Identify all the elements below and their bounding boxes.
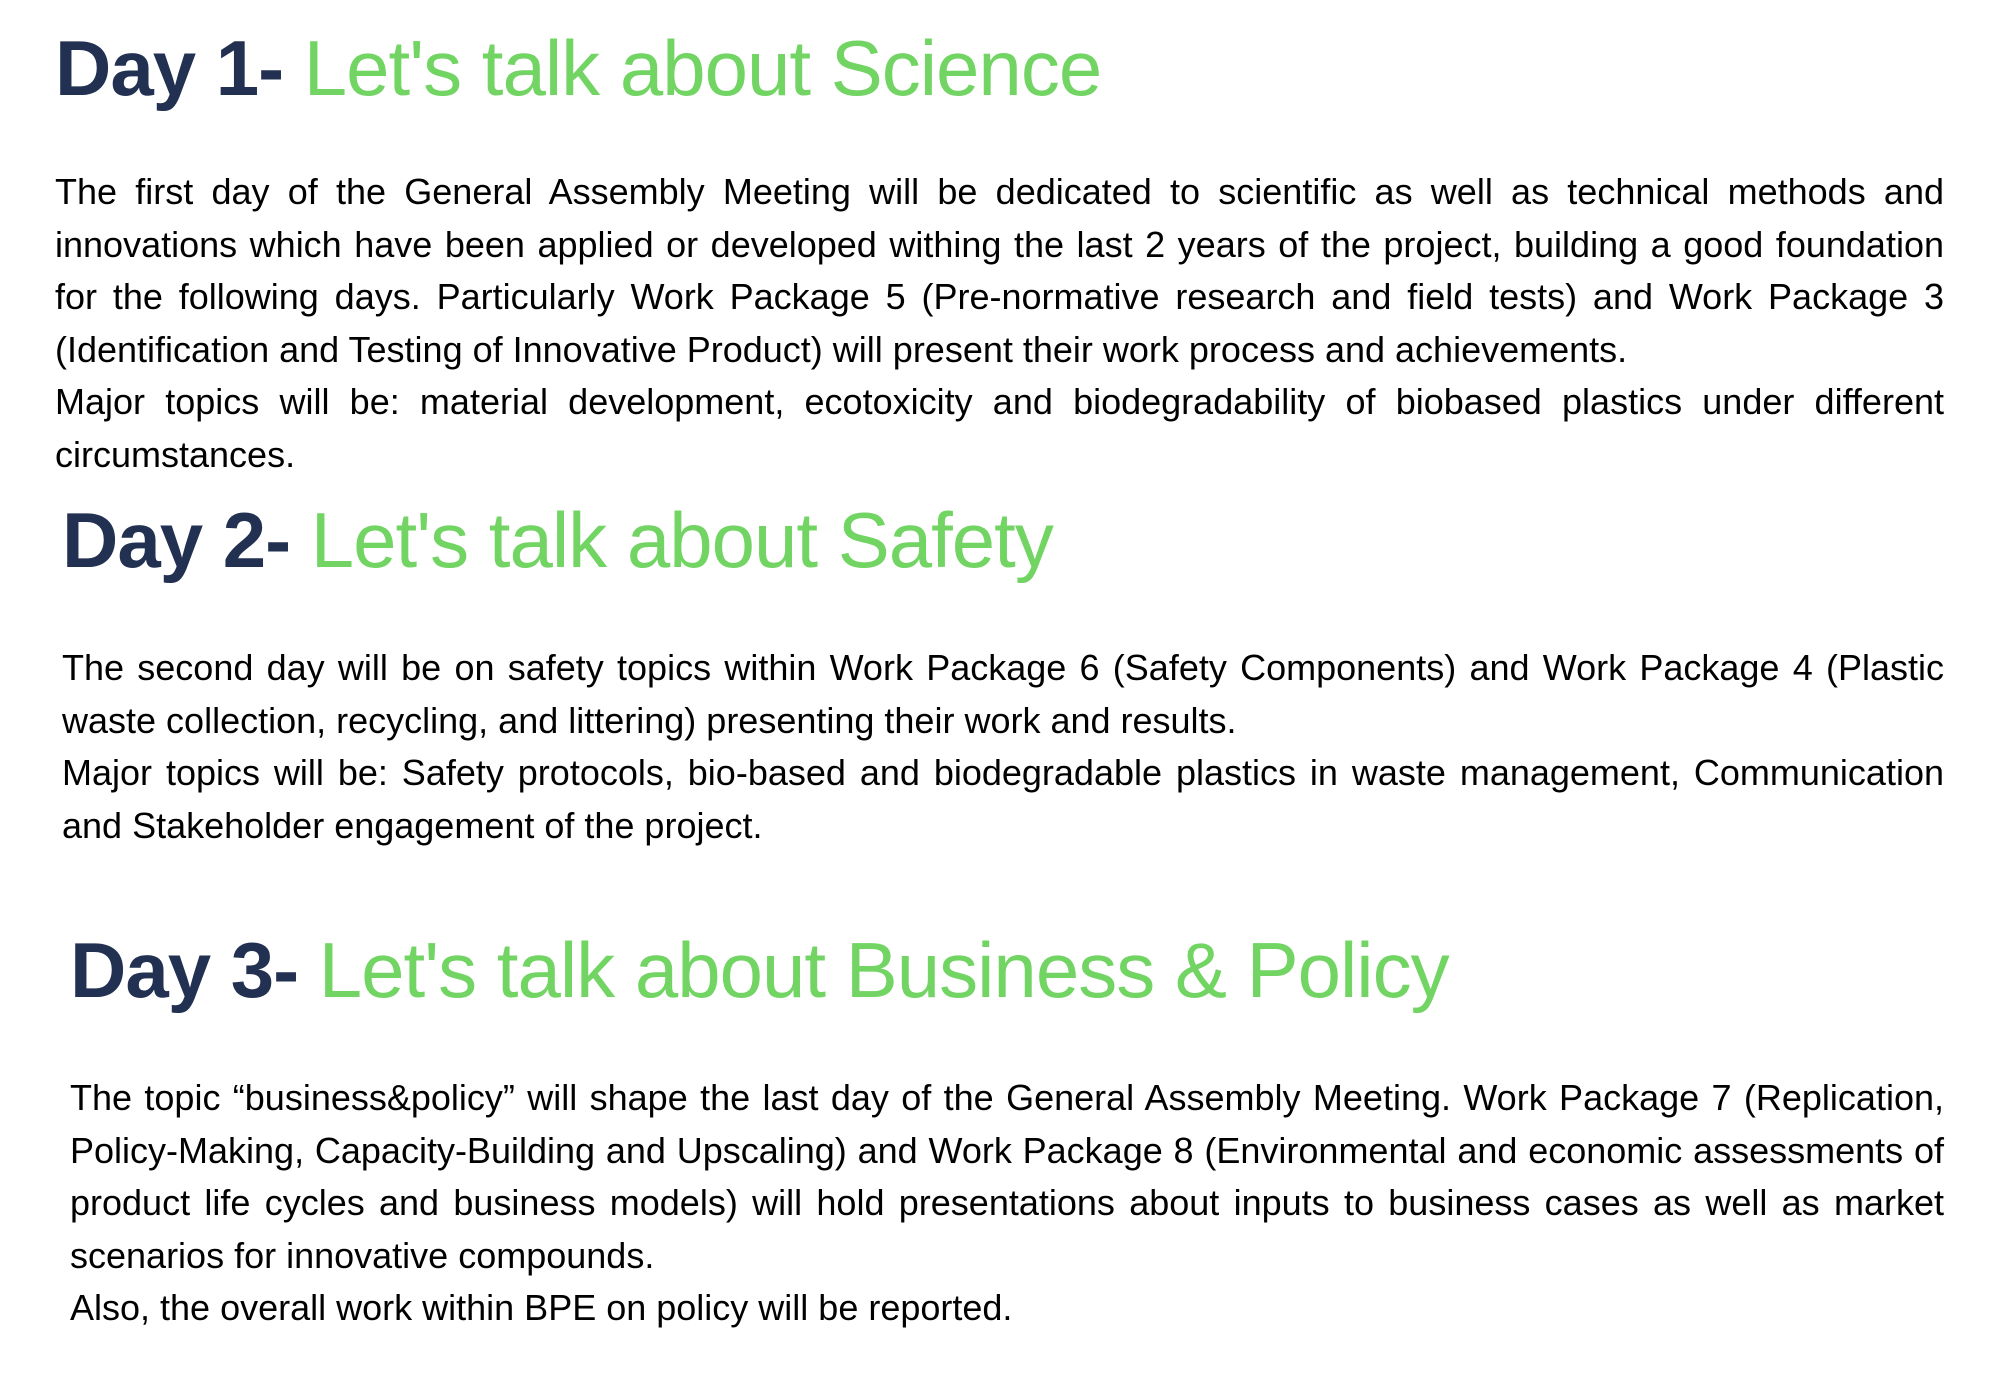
day-2-paragraph-2: Major topics will be: Safety protocols, bio-based and biodegradable plastics in waste management, Communication and Stakeholder engagement of the project. (62, 752, 1944, 846)
day-3-paragraph-1: The topic “business&policy” will shape the last day of the General Assembly Meeting. Work Package 7 (Replication, Policy-Making, Capacity-Building and Upscaling) and Work Package 8 (Environmental and economic assessments of product life cycles and business models) will hold presentations about inputs to business cases as well as market scenarios for innovative compounds. (70, 1077, 1944, 1276)
day-2-section (62, 490, 1944, 852)
day-3-paragraph-2: Also, the overall work within BPE on policy will be reported. (70, 1287, 1013, 1329)
day-1-paragraph-1: The first day of the General Assembly Meeting will be dedicated to scientific as well as technical methods and innovations which have been applied or developed withing the last 2 years of the project, building a good foundation for the following days. Particularly Work Package 5 (Pre-normative research and field tests) and Work Package 3 (Identification and Testing of Innovative Product) will present their work process and achievements. (55, 171, 1944, 370)
day-2-title: Let's talk about Safety (310, 496, 1053, 584)
day-2-description (62, 642, 1944, 852)
day-1-section (55, 18, 1944, 482)
day-1-description (55, 166, 1944, 482)
day-1-title: Let's talk about Science (303, 24, 1102, 112)
day-1-heading (55, 18, 1944, 118)
day-1-paragraph-2: Major topics will be: material development, ecotoxicity and biodegradability of biobased plastics under different circumstances. (55, 381, 1944, 475)
day-3-title: Let's talk about Business & Policy (318, 926, 1449, 1014)
day-3-description (70, 1072, 1944, 1335)
day-2-label: Day 2- (62, 496, 291, 584)
day-2-heading (62, 490, 1944, 590)
day-2-paragraph-1: The second day will be on safety topics within Work Package 6 (Safety Components) and Work Package 4 (Plastic waste collection, recycling, and littering) presenting their work and results. (62, 647, 1944, 741)
day-3-label: Day 3- (70, 926, 299, 1014)
day-1-label: Day 1- (55, 24, 284, 112)
day-3-heading (70, 920, 1944, 1020)
day-3-section (70, 920, 1944, 1335)
